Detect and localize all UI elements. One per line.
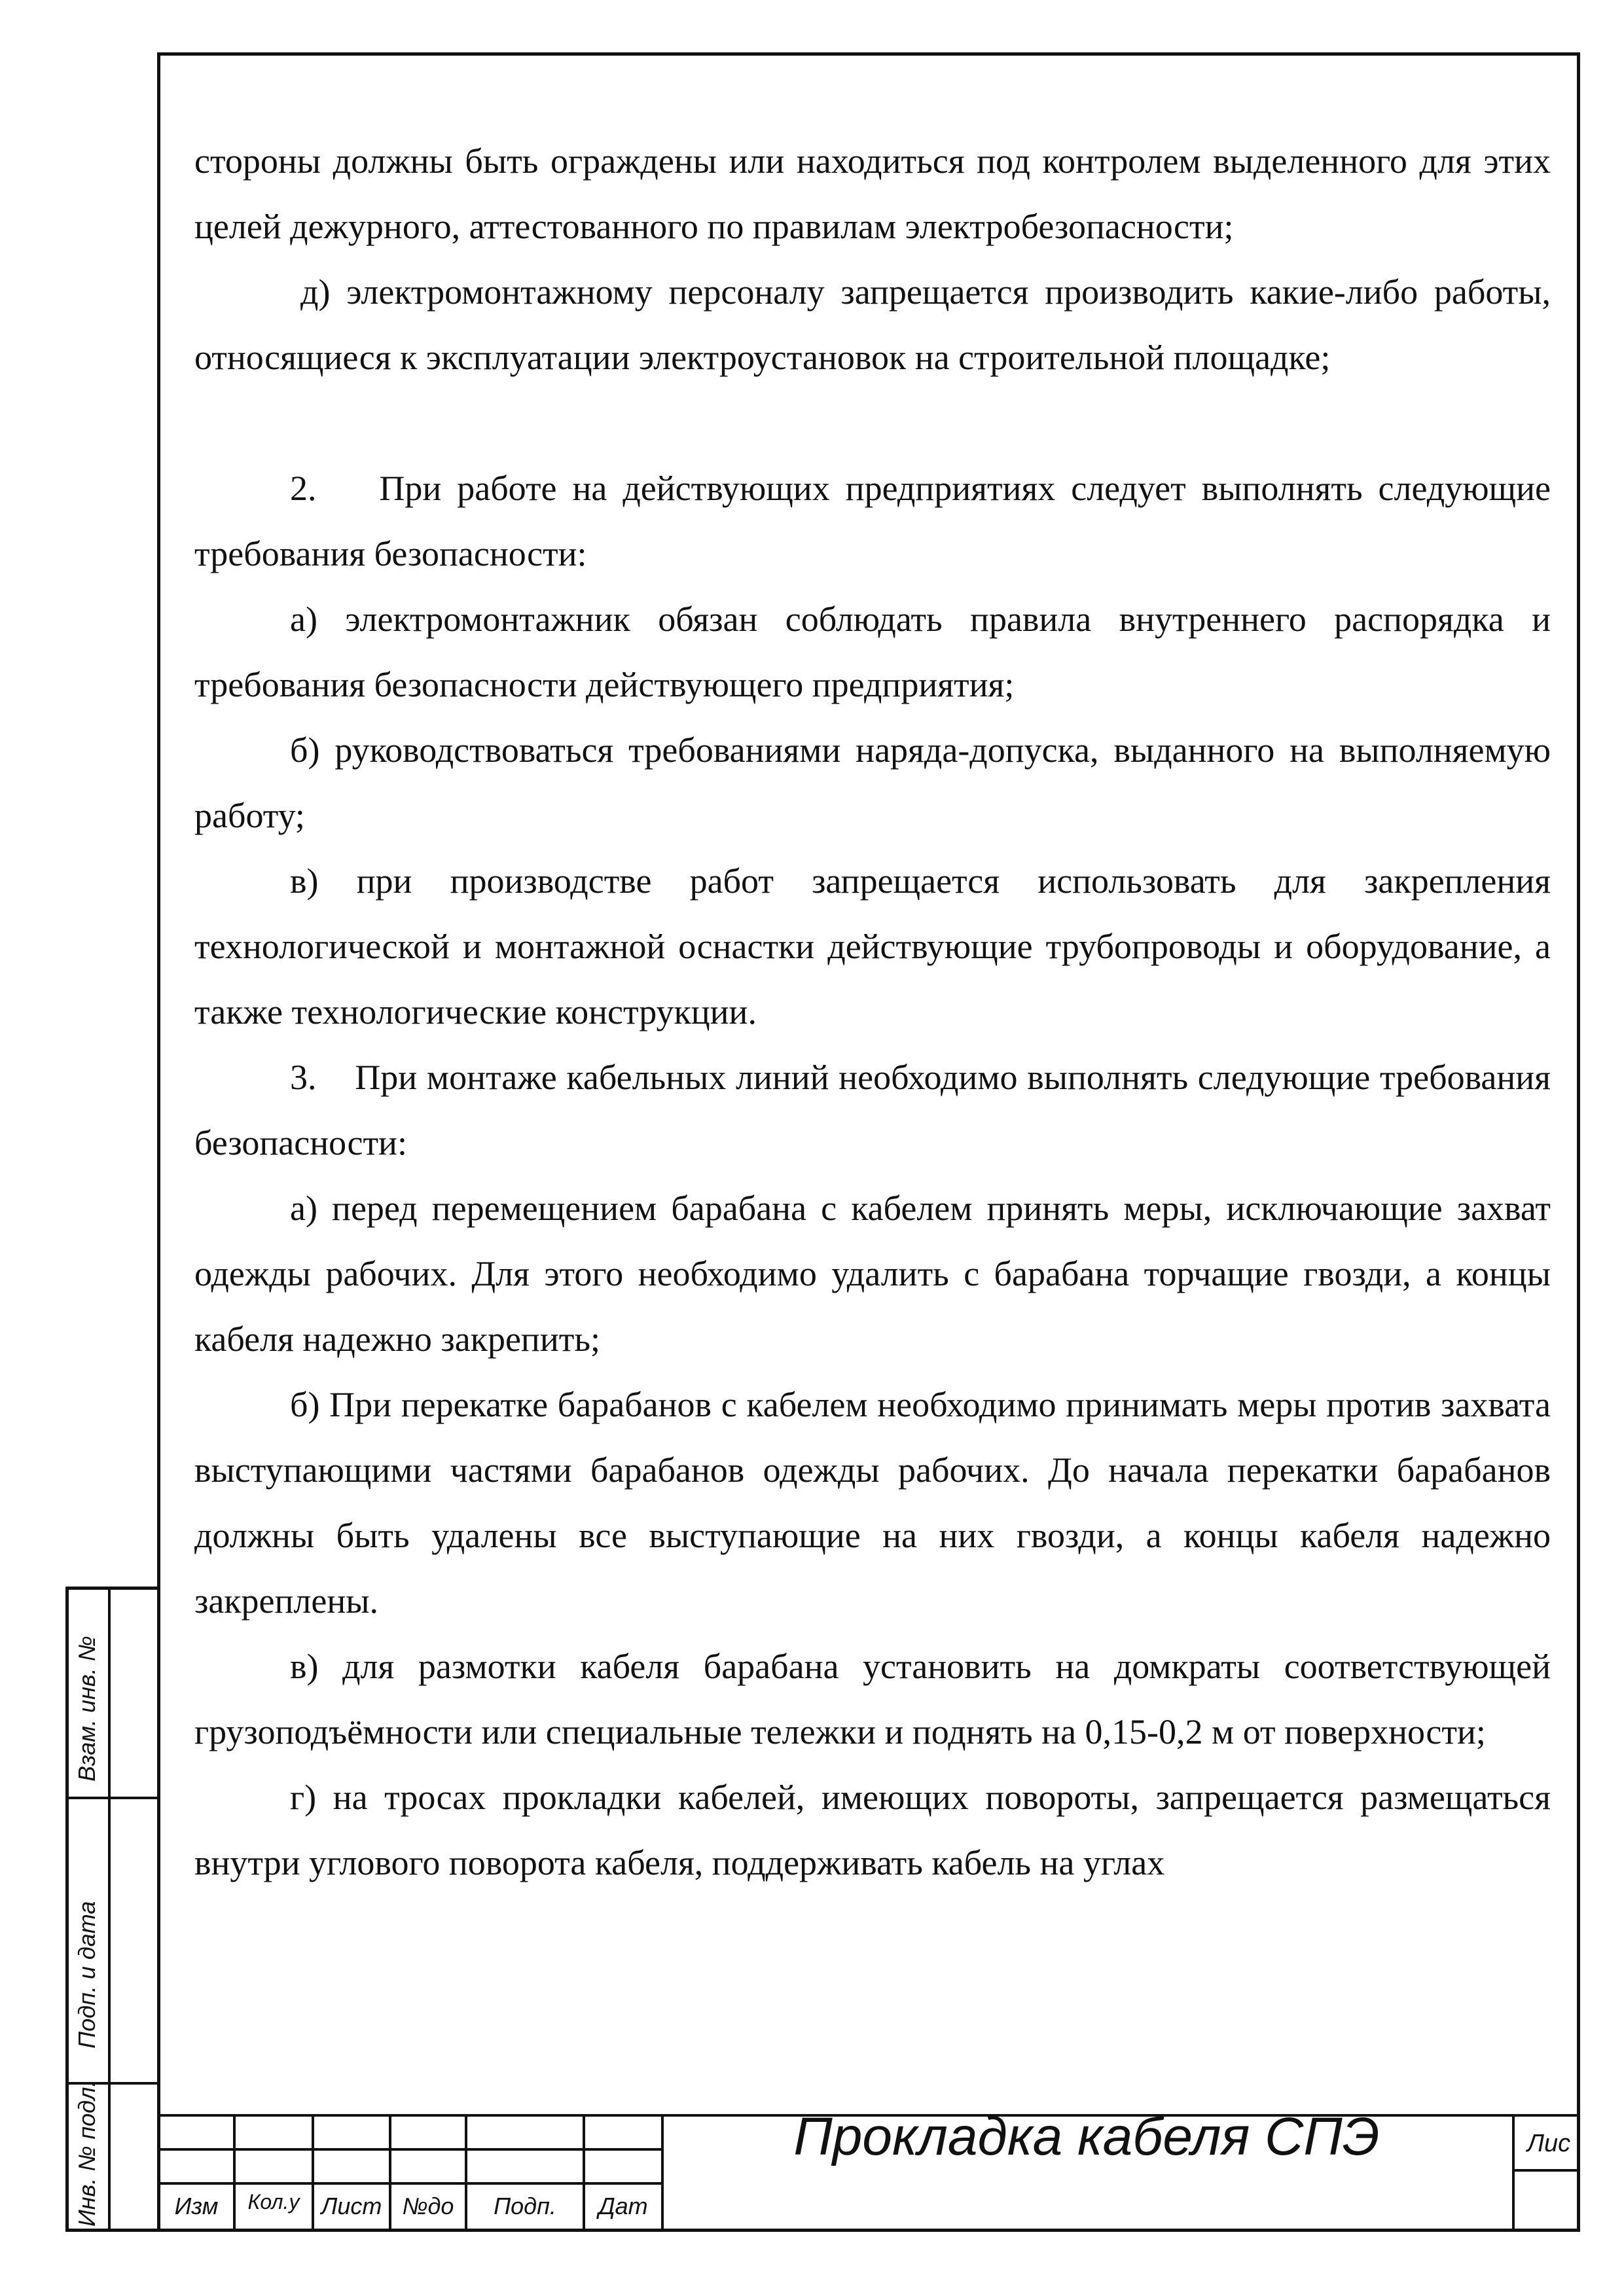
paragraph: д) электромонтажному персоналу запрещается производить какие-либо работы, относящиеся к эксплуатации электроустановок на строительной площадке; <box>194 272 1551 377</box>
header-kol-uch: Кол.у <box>247 2190 300 2214</box>
paragraph: б) При перекатке барабанов с кабелем необходимо принимать меры против захвата выступающими частями барабанов одежды рабочих. До начала перекатки барабанов должны быть удалены все выступающие на них гвозди, а концы кабеля надежно закреплены. <box>194 1385 1551 1621</box>
side-label-vzam: Взам. инв. № <box>73 1636 100 1782</box>
header-ndok: №до <box>402 2193 454 2219</box>
header-list: Лист <box>321 2193 382 2219</box>
paragraph: в) при производстве работ запрещается использовать для закрепления технологической и монтажной оснастки действующие трубопроводы и оборудование, а также технологические конструкции. <box>194 861 1551 1031</box>
document-body <box>194 128 1560 1895</box>
title-block-sheet-line <box>1512 2169 1580 2172</box>
paragraph: г) на тросах прокладки кабелей, имеющих повороты, запрещается размещаться внутри углового поворота кабеля, поддерживать кабель на углах <box>194 1778 1551 1882</box>
paragraph: б) руководствоваться требованиями наряда-допуска, выданного на выполняемую работу; <box>194 730 1551 835</box>
document-title: Прокладка кабеля СПЭ <box>793 2107 1380 2166</box>
side-label-inv: Инв. № подл. <box>73 2080 100 2227</box>
header-podp: Подп. <box>494 2193 556 2219</box>
sheet-label: Лис <box>1526 2130 1571 2157</box>
title-block-col-line <box>1512 2114 1515 2232</box>
paragraph: а) электромонтажник обязан соблюдать правила внутреннего распорядка и требования безопасности действующего предприятия; <box>194 600 1551 704</box>
paragraph: в) для размотки кабеля барабана установить на домкраты соответствующей грузоподъёмности или специальные тележки и поднять на 0,15-0,2 м от поверхности; <box>194 1647 1551 1751</box>
side-label-podp: Подп. и дата <box>73 1901 100 2049</box>
paragraph: 3. При монтаже кабельных линий необходимо выполнять следующие требования безопасности: <box>194 1058 1560 1162</box>
title-block-col-line <box>233 2114 236 2232</box>
paragraph: стороны должны быть ограждены или находиться под контролем выделенного для этих целей дежурного, аттестованного по правилам электробезопасности; <box>194 141 1551 246</box>
paragraph-gap <box>194 390 1551 456</box>
paragraph: а) перед перемещением барабана с кабелем принять меры, исключающие захват одежды рабочих. Для этого необходимо удалить с барабана торчащие гвозди, а концы кабеля надежно закрепить; <box>194 1189 1551 1359</box>
paragraph: 2. При работе на действующих предприятиях следует выполнять следующие требования безопасности: <box>194 469 1560 573</box>
header-izm: Изм <box>174 2193 219 2219</box>
header-data: Дат <box>598 2193 648 2219</box>
